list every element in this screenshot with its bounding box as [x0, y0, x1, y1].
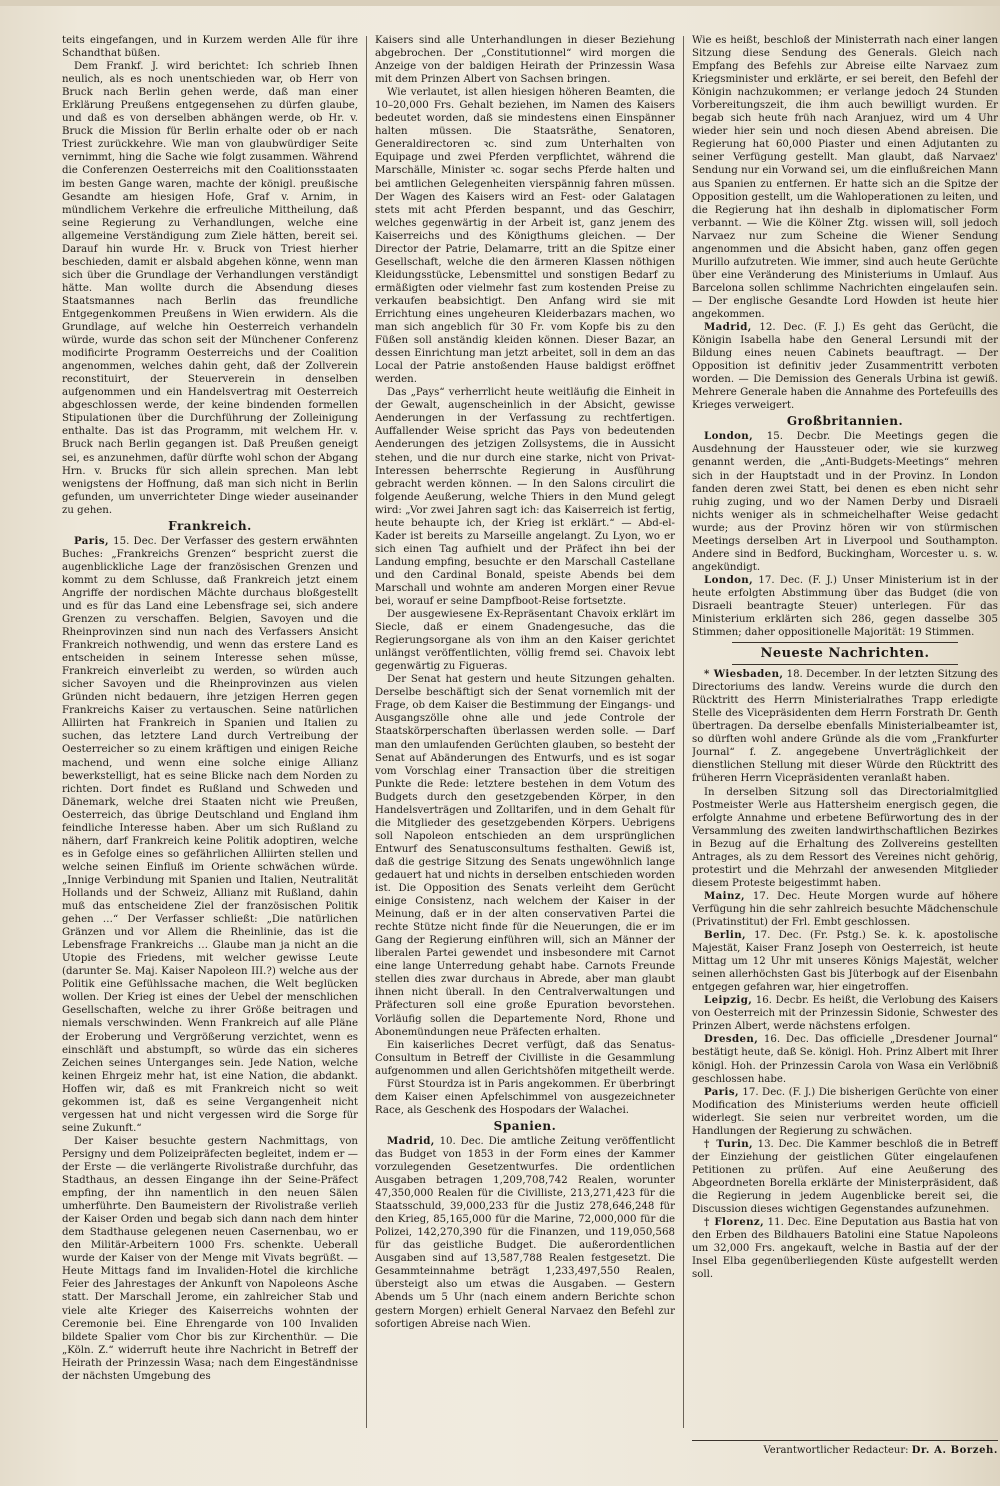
- section-heading-spanien: Spanien.: [493, 1118, 557, 1133]
- article-paragraph: Wie es heißt, beschloß der Ministerrath nach einer langen Sitzung diese Sendung des Generals. Gleich nach Empfang des Befehls zur Abreise eilte Narvaez zum Kriegsminister und erklärte, er sei bereit, den Befehl der Königin nachzukommen; er verlange jedoch 24 Stunden Vorbereitungszeit, die ihm auch bewilligt wurden. Er begab sich heute früh nach Aranjuez, wird um 4 Uhr wieder hier sein und noch diesen Abend abreisen. Die Regierung hat 60,000 Piaster und einen Adjutanten zu seiner Verfügung gestellt. Man glaubt, daß Narvaez' Sendung nur ein Vorwand sei, um die einflußreichen Mann aus Spanien zu entfernen. Er hatte sich an die Spitze der Opposition gestellt, um die Wahloperationen zu leiten, und die Regierung hat ihn deshalb in diplomatischer Form verbannt. — Wie die Kölner Ztg. wissen will, soll jedoch Narvaez nur zum Scheine die Wiener Sendung angenommen und die Absicht haben, ganz offen gegen Murillo aufzutreten. Wie immer, sind auch heute Gerüchte über eine Veränderung des Ministeriums in Umlauf. Aus Barcelona sollen schlimme Nachrichten eingelaufen sein. — Der englische Gesandte Lord Howden ist heute hier angekommen.: [692, 35, 998, 320]
- article-paragraph: Der Senat hat gestern und heute Sitzungen gehalten. Derselbe beschäftigt sich der Senat vornemlich mit der Frage, ob dem Kaiser die Bestimmung der Eingangs- und Ausgangszölle ohne alle und jede Controle der Staatskörperschaften überlassen werden solle. — Darf man den umlaufenden Gerüchten glauben, so besteht der Senat auf Abänderungen des Entwurfs, und es ist sogar vom Vorschlag einer Transaction über die streitigen Punkte die Rede: letztere bestehen in dem Votum des Budgets durch den gesetzgebenden Körper, in den Handelsverträgen und Zolltarifen, und in dem Gehalt für die Mitglieder des gesetzgebenden Körpers. Uebrigens soll Napoleon entschieden an dem ursprünglichen Entwurf des Senatusconsultums festhalten. Gewiß ist, daß die gestrige Sitzung des Senats ungewöhnlich lange gedauert hat und nichts in derselben entschieden worden ist. Die Opposition des Senats verleiht dem Gerücht einige Consistenz, nach welchem der Kaiser in der Meinung, daß er in der alten conservativen Partei die rechte Stütze nicht finde für die Neuerungen, die er im Gang der Regierung einführen will, sich an Männer der liberalen Partei gewendet und insbesondere mit Carnot eine lange Unterredung gehabt habe. Carnots Freunde stellen dies zwar durchaus in Abrede, aber man glaubt ihnen nicht überall. In den Centralverwaltungen und Präfecturen soll eine große Epuration bevorstehen. Vorläufig sollen die Departemente Nord, Rhone und Abonemündungen neue Präfecten erhalten.: [375, 674, 675, 1038]
- article-text: 16. Dec. Das officielle „Dresdener Journal“ bestätigt heute, daß Se. königl. Hoh. Prinz Albert mit Ihrer königl. Hoh. der Prinzessin Carola von Wasa ein Verlöbniß geschlossen habe.: [692, 1034, 998, 1085]
- dateline-place: † Florenz,: [704, 1216, 765, 1229]
- article-paragraph: [692, 430, 998, 574]
- imprint-name: Dr. A. Borzeh.: [911, 1445, 998, 1456]
- article-text: 13. Dec. Die Kammer beschloß die in Betreff der Einziehung der geistlichen Güter eingelaufenen Petitionen zu prüfen. Auf eine Aeußerung des Abgeordneten Borella erklärte der Ministerpräsident, daß die Regierung in jedem Augenblicke bereit sei, die Discussion dieses wichtigen Gegenstandes aufzunehmen.: [692, 1138, 998, 1216]
- article-paragraph: Das „Pays“ verherrlicht heute weitläufig die Einheit in der Gewalt, augenscheinlich in der Absicht, gewisse Aenderungen in der Verfassung zu rechtfertigen. Auffallender Weise spricht das Pays von bedeutenden Aenderungen des jetzigen Zollsystems, die in Aussicht stehen, und die nur durch eine starke, nicht von Privat-Interessen beherrschte Regierung in Ausführung gebracht werden können. — In den Salons circulirt die folgende Aeußerung, welche Thiers in den Mund gelegt wird: „Vor zwei Jahren sagt ich: das Kaiserreich ist fertig, heute behaupte ich, der Krieg ist erklärt.“ — Abd-el-Kader ist bereits zu Marseille angelangt. Zu Lyon, wo er sich einen Tag aufhielt und der Präfect ihn bei der Landung empfing, besuchte er den Marschall Castellane und den Cardinal Bonald, speiste Abends bei dem Marschall und wohnte am anderen Morgen einer Revue bei, worauf er seine Dampfboot-Reise fortsetzte.: [375, 387, 675, 608]
- dateline-place: Madrid,: [704, 321, 752, 334]
- article-text: 17. Dec. (Fr. Pstg.) Se. k. k. apostolische Majestät, Kaiser Franz Joseph von Oesterreich, ist heute Mittag um 12 Uhr mit unseres Königs Majestät, welcher seinen allerhöchsten Gast bis Jüterbogk auf der Eisenbahn entgegen gefahren war, hier eingetroffen.: [692, 930, 998, 994]
- column-1: [62, 34, 358, 1454]
- article-paragraph: Der Kaiser besuchte gestern Nachmittags, von Persigny und dem Polizeipräfecten begleitet, indem er — der Erste — die verlängerte Rivolistraße durchfuhr, das Stadthaus, an dessen Eingange ihn der Seine-Präfect empfing, der ihn namentlich in den neuen Sälen umherführte. Den Baumeistern der Rivolistraße verlieh der Kaiser Orden und begab sich dann nach dem hinter dem Stadthause gelegenen neuen Casernenbau, wo er den Militär-Arbeitern 1000 Frs. schenkte. Ueberall wurde der Kaiser von der Menge mit Vivats begrüßt. — Heute Mittags fand im Invaliden-Hotel die kirchliche Feier des Jahrestages der Ankunft von Napoleons Asche statt. Der Marschall Jerome, ein zahlreicher Stab und viele alte Krieger des Kaiserreichs wohnten der Ceremonie bei. Eine Ehrengarde von 100 Invaliden bildete Spalier vom Chor bis zur Kirchenthür. — Die „Köln. Z.“ widerruft heute ihre Nachricht in Betreff der Heirath der Prinzessin Wasa; nach dem Eingeständnisse der nächsten Umgebung des: [62, 1135, 358, 1382]
- section-heading-frankreich: Frankreich.: [168, 518, 252, 533]
- article-text: 12. Dec. (F. J.) Es geht das Gerücht, die Königin Isabella habe den General Lersundi mit der Bildung eines neuen Cabinets beauftragt. — Der Opposition ist definitiv jeder Zusammentritt verboten worden. — Die Demission des Generals Urbina ist gewiß. Mehrere Generale haben die Annahme des Portefeuills des Krieges verweigert.: [692, 322, 998, 412]
- section-divider: [732, 664, 958, 665]
- column-2: [375, 34, 675, 1454]
- article-paragraph: Kaisers sind alle Unterhandlungen in dieser Beziehung abgebrochen. Der „Constitutionnel“ wird morgen die Anzeige von der baldigen Heirath der Prinzessin Wasa mit dem Prinzen Albert von Sachsen bringen.: [375, 35, 675, 86]
- article-paragraph: [692, 1086, 998, 1138]
- article-paragraph: [692, 1138, 998, 1216]
- dateline-place: London,: [704, 430, 754, 443]
- article-text: 17. Dec. (F. J.) Die bisherigen Gerüchte von einer Modification des Ministeriums werden heute officiell widerlegt. Sie seien nur verbreitet worden, um die Handlungen der Regierung zu schwächen.: [692, 1086, 998, 1137]
- article-paragraph: [692, 994, 998, 1033]
- article-paragraph: Der ausgewiesene Ex-Repräsentant Chavoix erklärt im Siecle, daß er einem Gnadengesuche, das die Regierungsorgane als von ihm an den Kaiser gerichtet unlängst veröffentlichten, völlig fremd sei. Chavoix lebt gegenwärtig zu Figueras.: [375, 609, 675, 673]
- article-paragraph: [692, 1216, 998, 1281]
- article-text: 18. December. In der letzten Sitzung des Directoriums des landw. Vereins wurde die durch den Rücktritt des Herrn Ministerialrathes Trapp erledigte Stelle des Vicepräsidenten dem Herrn Forstrath Dr. Genth übertragen. Da derselbe ebenfalls Ministerialbeamter ist, so dürften wohl andere Gründe als die vom „Frankfurter Journal“ f. Z. angegebene Unverträglichkeit der dienstlichen Stellung mit dieser Würde den Rücktritt des früheren Herrn Vicepräsidenten veranlaßt haben.: [692, 669, 998, 785]
- article-paragraph: [692, 574, 998, 639]
- dateline-place: Dresden,: [704, 1033, 759, 1046]
- dateline-place: Leipzig,: [704, 994, 753, 1007]
- column-rule: [366, 36, 367, 1428]
- article-text: 15. Decbr. Die Meetings gegen die Ausdehnung der Haussteuer oder, wie sie kurzweg genannt werden, die „Anti-Budgets-Meetings“ mehren sich in der Hauptstadt und in der Provinz. In London fanden deren zwei Statt, bei denen es eben nicht sehr ruhig zuging, und wo der Namen Derby und Disraeli nichts weniger als in schmeichelhafter Weise gedacht wurde; aus der Provinz hören wir von stürmischen Meetings derselben Art in Liverpool und Southampton. Andere sind in Bedford, Buckingham, Worcester u. s. w. angekündigt.: [692, 431, 998, 573]
- article-paragraph: [692, 668, 998, 785]
- editor-imprint: [692, 1440, 998, 1470]
- section-heading-neueste-nachrichten: Neueste Nachrichten.: [760, 646, 930, 662]
- dateline-place: † Turin,: [704, 1137, 754, 1150]
- article-paragraph: [375, 1135, 675, 1331]
- article-paragraph: [62, 535, 358, 1135]
- dateline-place: London,: [704, 573, 754, 586]
- dateline-place: Madrid,: [387, 1134, 435, 1147]
- column-3: [692, 34, 998, 1454]
- article-text: 11. Dec. Eine Deputation aus Bastia hat von den Erben des Bildhauers Batolini eine Statue Napoleons um 32,000 Frs. angekauft, welche in Bastia auf der der Insel Elba gegenüberliegenden Küste aufgestellt werden soll.: [692, 1217, 998, 1281]
- article-text: 16. Decbr. Es heißt, die Verlobung des Kaisers von Oesterreich mit der Prinzessin Sidonie, Schwester des Prinzen Albert, werde nächstens erfolgen.: [692, 995, 998, 1033]
- page-top-edge: [0, 0, 1000, 6]
- article-paragraph: [692, 929, 998, 994]
- column-rule: [683, 36, 684, 1428]
- dateline-place: Berlin,: [704, 929, 746, 942]
- article-paragraph: [692, 321, 998, 412]
- article-paragraph: [692, 1033, 998, 1085]
- dateline-place: Paris,: [74, 534, 109, 547]
- dateline-place: Paris,: [704, 1085, 739, 1098]
- article-text: 15. Dec. Der Verfasser des gestern erwähnten Buches: „Frankreichs Grenzen“ bespricht zuerst die augenblickliche Lage der französischen Grenzen und kommt zu dem Schlusse, daß Frankreich jetzt einem Angriffe der nordischen Mächte durchaus bloßgestellt und es für das Land eine Lebensfrage sei, sich andere Grenzen zu verschaffen. Belgien, Savoyen und die Rheinprovinzen sind nun nach des Verfassers Ansicht Frankreich nothwendig, und wenn das erstere Land es entscheiden in seinem Interesse sehen müsse, Frankreich einverleibt zu werden, so würden auch sicher Savoyen und die Rheinprovinzen aus vielen Gründen nicht bedauern, ihre jetzigen Herren gegen Frankreichs Kaiser zu vertauschen. Seine natürlichen Alliirten hat Frankreich in Spanien und Italien zu suchen, das letztere Land durch Vertreibung der Oesterreicher so zu einem kräftigen und einigen Reiche machend, und wenn eine solche einige Allianz bewerkstelligt, hat es seine Blicke nach dem Norden zu richten. Dort findet es Rußland und Schweden und Dänemark, welche drei Staaten nicht wie Preußen, Oesterreich, das übrige Deutschland und England ihm feindliche Interesse haben. Aber um sich Rußland zu nähern, darf Frankreich keine Politik adoptiren, welche es in Gefolge eines so gefährlichen Alliirten stellen und welche seinen Einfluß im Oriente schwächen würde. „Innige Verbindung mit Spanien und Italien, Neutralität Hollands und der Schweiz, Allianz mit Rußland, dahin muß das entscheidene Ziel der französischen Politik gehen …“ Der Verfasser schließt: „Die natürlichen Gränzen und vor Allem die Rheinlinie, das ist die Lebensfrage Frankreichs … Glaube man ja nicht an die Utopie des Friedens, mit welcher gewisse Leute (darunter Se. Maj. Kaiser Napoleon III.?) welche aus der Politik eine Gefühlssache machen, die Welt beglücken wollen. Der Krieg ist eines der Uebel der menschlichen Gesellschaften, welche zu ihrer Größe beitragen und niemals verschwinden. Wenn Frankreich auf alle Pläne der Eroberung und Vergrößerung verzichtet, wenn es einschläft und abstumpft, so würde das ein sicheres Zeichen seines Unterganges sein. Jede Nation, welche keinen Ehrgeiz mehr hat, ist eine Nation, die abdankt. Hoffen wir, daß es mit Frankreich nicht so weit gekommen ist, daß es seine Vergangenheit nicht vergessen hat und nicht vergessen wird die Sorge für seine Zukunft.“: [62, 535, 358, 1134]
- article-paragraph: [692, 890, 998, 929]
- imprint-label: Verantwortlicher Redacteur:: [763, 1445, 912, 1456]
- article-text: 17. Dec. Heute Morgen wurde auf höhere Verfügung hin die sehr zahlreich besuchte Mädchenschule (Privatinstitut) der Frl. Embt geschlossen.: [692, 890, 998, 928]
- article-paragraph: Dem Frankf. J. wird berichtet: Ich schrieb Ihnen neulich, als es noch unentschieden war, ob Herr von Bruck nach Berlin gehen werde, daß man einer Erklärung Preußens entgegensehen zu dürfen glaube, und daß es von derselben abhängen werde, ob Hr. v. Bruck die Mission für Berlin erhalte oder ob er nach Triest zurückkehre. Wie man von glaubwürdiger Seite vernimmt, hing die Sache wie folgt zusammen. Während die Conferenzen Oesterreichs mit den Coalitionsstaaten im besten Gange waren, machte der königl. preußische Gesandte am hiesigen Hofe, Graf v. Arnim, in mündlichem Verkehre die erfreuliche Mittheilung, daß seine Regierung zu Verhandlungen, welche eine allgemeine Verständigung zum Ziele hätten, bereit sei. Darauf hin wurde Hr. v. Bruck von Triest hierher beschieden, damit er alsbald abgehen könne, wenn man sich über die Grundlage der Verhandlungen verständigt hätte. Man wollte durch die Absendung dieses Staatsmannes nach Berlin das freundliche Entgegenkommen Preußens in Wien erwidern. Als die Grundlage, auf welche hin Oesterreich verhandeln würde, wurde das schon seit der Münchener Conferenz modificirte Programm Oesterreichs und der Coalition angenommen, welches dahin geht, daß der Zollverein reconstituirt, der Steuerverein in denselben aufgenommen und ein Handelsvertrag mit Oesterreich abgeschlossen werde, der keine bindenden formellen Stipulationen über die Durchführung der Zolleinigung enthalte. Das ist das Programm, mit welchem Hr. v. Bruck nach Berlin gegangen ist. Daß Preußen geneigt sei, es anzunehmen, dafür dürfte wohl schon der Abgang Hrn. v. Brucks für sich allein sprechen. Man lebt wenigstens der Hoffnung, daß man sich nicht in Berlin gefunden, um unverrichteter Dinge wieder auseinander zu gehen.: [62, 61, 358, 516]
- article-paragraph: teits eingefangen, und in Kurzem werden Alle für ihre Schandthat büßen.: [62, 35, 358, 60]
- article-text: 10. Dec. Die amtliche Zeitung veröffentlicht das Budget von 1853 in der Form eines der Kammer vorzulegenden Gesetzentwurfes. Die ordentlichen Ausgaben betragen 1,209,708,742 Realen, worunter 47,350,000 Realen für die Civilliste, 213,271,423 für die Staatsschuld, 39,000,233 für die Justiz 278,646,248 für den Krieg, 85,165,000 für die Marine, 72,000,000 für die Polizei, 142,270,390 für die Finanzen, und 119,050,568 für das geistliche Budget. Die außerordentlichen Ausgaben sind auf 13,587,788 Realen festgesetzt. Die Gesammteinnahme beträgt 1,233,497,550 Realen, übersteigt also um etwas die Ausgaben. — Gestern Abends um 5 Uhr (nach einem andern Berichte schon gestern Morgen) erhielt General Narvaez den Befehl zur sofortigen Abreise nach Wien.: [375, 1135, 675, 1330]
- dateline-place: Mainz,: [704, 889, 745, 902]
- article-paragraph: In derselben Sitzung soll das Directorialmitglied Postmeister Werle aus Hattersheim energisch gegen, die erfolgte Annahme und erbetene Befürwortung des in der Versammlung des zweiten landwirthschaftlichen Bezirkes in Bezug auf die Erhaltung des Zollvereins gestellten Antrages, als zu dem Ressort des Vereines nicht gehörig, protestirt und die Mehrzahl der anwesenden Mitglieder diesem Proteste beigestimmt haben.: [692, 786, 998, 889]
- dateline-place: * Wiesbaden,: [704, 668, 784, 681]
- section-divider: [732, 642, 958, 643]
- article-paragraph: Ein kaiserliches Decret verfügt, daß das Senatus-Consultum in Betreff der Civilliste in die Gesammlung aufgenommen und allen Gerichtshöfen mitgetheilt werde.: [375, 1039, 675, 1077]
- article-paragraph: Wie verlautet, ist allen hiesigen höheren Beamten, die 10–20,000 Frs. Gehalt beziehen, im Namen des Kaisers bedeutet worden, daß sie mindestens einen Einspänner halten müssen. Die Staatsräthe, Senatoren, Generaldirectoren ꝛc. sind zum Unterhalten von Equipage und zwei Pferden verpflichtet, während die Marschälle, Minister ꝛc. sogar sechs Pferde halten und bei amtlichen Gelegenheiten vierspännig fahren müssen. Der Wagen des Kaisers wird an Fest- oder Galatagen stets mit acht Pferden bespannt, und das Geschirr, welches gegenwärtig in der Arbeit ist, ganz jenem des Kaiserreichs und des Königthums gleichen. — Der Director der Patrie, Delamarre, tritt an die Spitze einer Gesellschaft, welche die den ärmeren Klassen nöthigen Kleidungsstücke, Lebensmittel und sonstigen Bedarf zu ermäßigten oder vielmehr fast zum kostenden Preise zu verkaufen beabsichtigt. Den Anfang wird sie mit Errichtung eines ungeheuren Kleiderbazars machen, wo man sich angeblich für 30 Fr. vom Kopfe bis zu den Füßen soll anständig kleiden können. Dieser Bazar, an dessen Einrichtung man jetzt arbeitet, soll in dem an das Local der Patrie anstoßenden Hause baldigst eröffnet werden.: [375, 87, 675, 386]
- article-paragraph: Fürst Stourdza ist in Paris angekommen. Er überbringt dem Kaiser einen Apfelschimmel von ausgezeichneter Race, als Geschenk des Hospodars der Walachei.: [375, 1078, 675, 1116]
- section-heading-grossbritannien: Großbritannien.: [786, 414, 904, 429]
- article-text: 17. Dec. (F. J.) Unser Ministerium ist in der heute erfolgten Abstimmung über das Budget (die von Disraeli beantragte Steuer) unterlegen. Für das Ministerium erklärten sich 286, gegen dasselbe 305 Stimmen; daher oppositionelle Majorität: 19 Stimmen.: [692, 574, 998, 639]
